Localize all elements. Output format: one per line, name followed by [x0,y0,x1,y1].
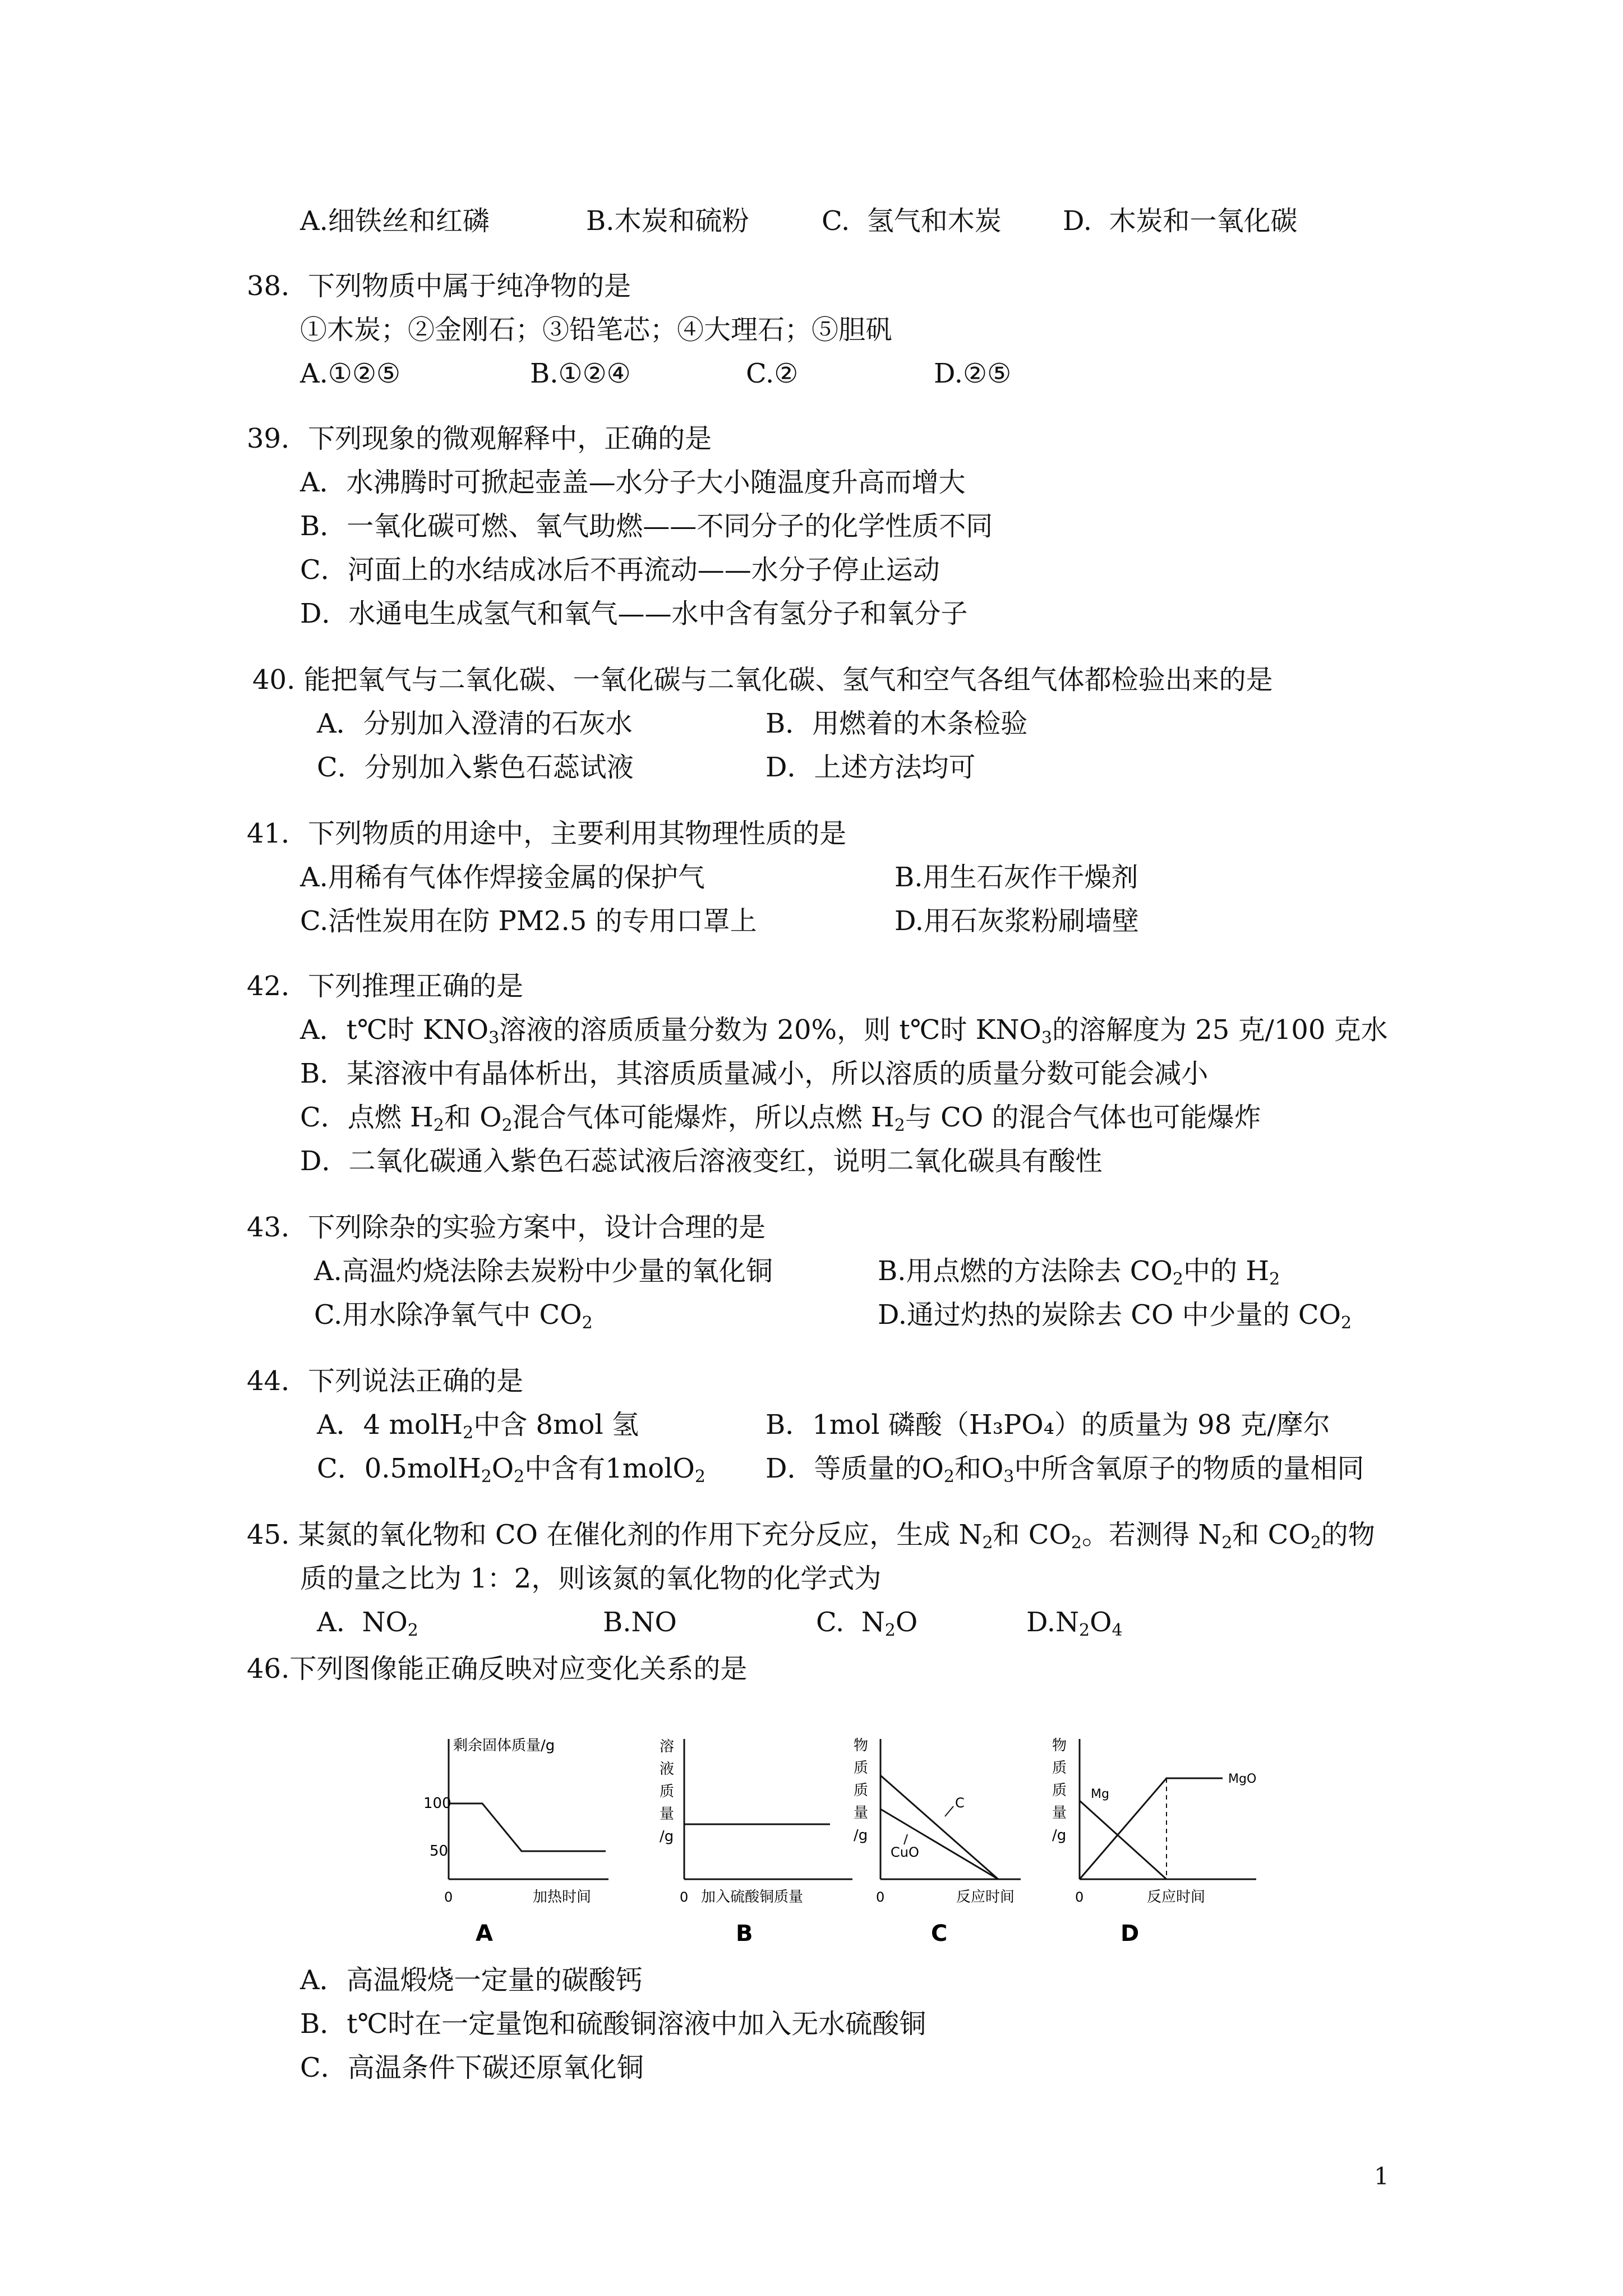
graph-c-xlabel: 反应时间 [956,1889,1015,1906]
graph-c-origin: 0 [876,1889,885,1905]
q38-option-d: D.②⑤ [934,358,1012,389]
graph-d-ylabel-4: 量 [1052,1805,1067,1821]
graph-d-ylabel-3: 质 [1052,1782,1067,1799]
graph-b-ylabel-2: 液 [660,1761,675,1778]
graph-b-origin: 0 [680,1889,689,1905]
graph-c-ylabel-4: 量 [854,1805,869,1821]
graph-c-label: C [931,1921,948,1947]
q44-option-a: A．4 molH$_2$中含 8mol 氢 [317,1409,639,1443]
q41-option-c: C.活性炭用在防 PM2.5 的专用口罩上 [300,905,757,937]
q41-option-d: D.用石灰浆粉刷墙壁 [895,905,1140,937]
graph-c-series-c: C [955,1795,965,1811]
graph-a-curve [449,1803,606,1851]
graph-c-ylabel-1: 物 [854,1737,869,1754]
q46-option-c: C．高温条件下碳还原氧化铜 [300,2052,644,2083]
q39-option-d: D．水通电生成氢气和氧气——水中含有氢分子和氧分子 [300,598,968,629]
graph-d-series-mgo: MgO [1228,1772,1257,1786]
q43-option-c: C.用水除净氧气中 $CO_2$ [314,1299,593,1333]
q43-option-a: A.高温灼烧法除去炭粉中少量的氧化铜 [314,1255,773,1287]
graph-b-xlabel: 加入硫酸铜质量 [701,1889,804,1906]
q42-stem: 42．下列推理正确的是 [247,970,524,1002]
q38-option-c: C.② [746,358,799,389]
q37-option-d: D. 木炭和一氧化碳 [1063,205,1298,237]
q38-option-b: B.①②④ [530,358,631,389]
q43-option-d: D.通过灼热的炭除去 CO 中少量的 $CO_2$ [878,1299,1352,1333]
q41-option-b: B.用生石灰作干燥剂 [895,862,1138,893]
q45-option-c: C. $N_2O$ [816,1607,918,1640]
graph-d-label: D [1121,1921,1140,1947]
q40-option-a: A．分别加入澄清的石灰水 [317,708,633,739]
graph-d-ylabel-1: 物 [1052,1737,1067,1754]
q40-stem: 40. 能把氧气与二氧化碳、一氧化碳与二氧化碳、氢气和空气各组气体都检验出来的是 [252,664,1273,696]
graph-a-tick-50: 50 [430,1843,449,1860]
graph-d-ylabel-2: 质 [1052,1760,1067,1777]
q38-items: ①木炭；②金刚石；③铅笔芯；④大理石；⑤胆矾 [300,314,893,346]
q45-option-a: A. $NO_2$ [317,1607,418,1640]
graph-c-series-cuo: CuO [891,1844,919,1860]
q44-stem: 44．下列说法正确的是 [247,1365,524,1397]
q41-option-a: A.用稀有气体作焊接金属的保护气 [300,862,705,893]
q38-option-a: A.①②⑤ [300,358,401,389]
q40-option-c: C．分别加入紫色石蕊试液 [317,752,634,783]
graph-a-ylabel: 剩余固体质量/g [453,1737,555,1754]
q40-option-b: B．用燃着的木条检验 [766,708,1028,739]
q43-stem: 43．下列除杂的实验方案中，设计合理的是 [247,1212,766,1243]
q42-option-d: D．二氧化碳通入紫色石蕊试液后溶液变红，说明二氧化碳具有酸性 [300,1145,1103,1177]
q39-option-a: A．水沸腾时可掀起壶盖—水分子大小随温度升高而增大 [300,467,966,498]
q46-stem: 46.下列图像能正确反映对应变化关系的是 [247,1653,748,1685]
graph-c-ylabel-3: 质 [854,1782,869,1799]
q42-option-c: C．点燃 $H_2$和 $O_2$混合气体可能爆炸，所以点燃 $H_2$与 CO 的混合气体也可能爆炸 [300,1102,1261,1135]
graph-b-ylabel-4: 量 [660,1806,675,1823]
graph-d-series-mg: Mg [1091,1787,1109,1801]
q43-option-b: B.用点燃的方法除去 $CO_2$中的 $H_2$ [878,1255,1280,1289]
q46-option-b: B．t℃时在一定量饱和硫酸铜溶液中加入无水硫酸铜 [300,2008,926,2040]
q42-option-b: B．某溶液中有晶体析出，其溶质质量减小，所以溶质的质量分数可能会减小 [300,1058,1209,1089]
q44-option-b: B．1mol 磷酸（H₃PO₄）的质量为 98 克/摩尔 [766,1409,1330,1441]
graph-d-origin: 0 [1075,1889,1084,1905]
q44-option-c: C．$0.5molH_2O_2$中含有1molO$_2$ [317,1453,706,1487]
q46-option-a: A．高温煅烧一定量的碳酸钙 [300,1964,643,1996]
q37-option-b: B.木炭和硫粉 [586,205,749,237]
page-number: 1 [1374,2162,1389,2190]
graph-b-ylabel-5: /g [660,1828,674,1845]
q45-option-d: $D.N_2O_4$ [1026,1607,1123,1640]
q41-stem: 41．下列物质的用途中，主要利用其物理性质的是 [247,818,847,849]
q40-option-d: D．上述方法均可 [766,752,976,783]
graph-d-curve-mg [1080,1801,1166,1879]
q37-option-a: A.细铁丝和红磷 [300,205,490,237]
graph-a-label: A [476,1921,493,1947]
q42-option-a: A．t℃时 $KNO_3$溶液的溶质质量分数为 20%，则 t℃时 $KNO_3$的溶解度为 25 克/100 克水 [300,1014,1388,1048]
graph-a-xlabel: 加热时间 [533,1889,592,1906]
graph-a [393,1717,617,1952]
graph-d-ylabel-5: /g [1052,1827,1067,1844]
graph-a-tick-100: 100 [423,1795,451,1812]
graph-d [1038,1717,1273,1952]
q44-option-d: D．等质量的$O_2$和$O_3$中所含氧原子的物质的量相同 [766,1453,1364,1487]
q39-option-b: B．一氧化碳可燃、氧气助燃——不同分子的化学性质不同 [300,510,993,542]
graph-b-label: B [736,1921,753,1947]
graph-c [841,1717,1054,1952]
graph-c-ylabel-5: /g [854,1827,868,1844]
q45-option-b: B.NO [603,1607,677,1638]
graph-b-ylabel-3: 质 [660,1783,675,1800]
q38-stem: 38．下列物质中属于纯净物的是 [247,270,631,302]
q45-stem: 45. 某氮的氧化物和 CO 在催化剂的作用下充分反应，生成 $N_2$和 $CO_2$。若测得 $N_2$和 $CO_2$的物 [247,1519,1375,1553]
graph-a-origin: 0 [444,1889,453,1905]
q39-option-c: C．河面上的水结成冰后不再流动——水分子停止运动 [300,554,940,586]
graph-b [634,1717,869,1952]
graph-d-xlabel: 反应时间 [1147,1889,1206,1906]
q45-stem-line2: 质的量之比为 1：2，则该氮的氧化物的化学式为 [300,1563,882,1594]
graph-b-ylabel-1: 溶 [660,1738,675,1755]
graph-c-curve-cuo [880,1775,998,1879]
graph-c-ylabel-2: 质 [854,1760,869,1777]
q37-option-c: C. 氢气和木炭 [822,205,1002,237]
q39-stem: 39．下列现象的微观解释中，正确的是 [247,423,712,454]
